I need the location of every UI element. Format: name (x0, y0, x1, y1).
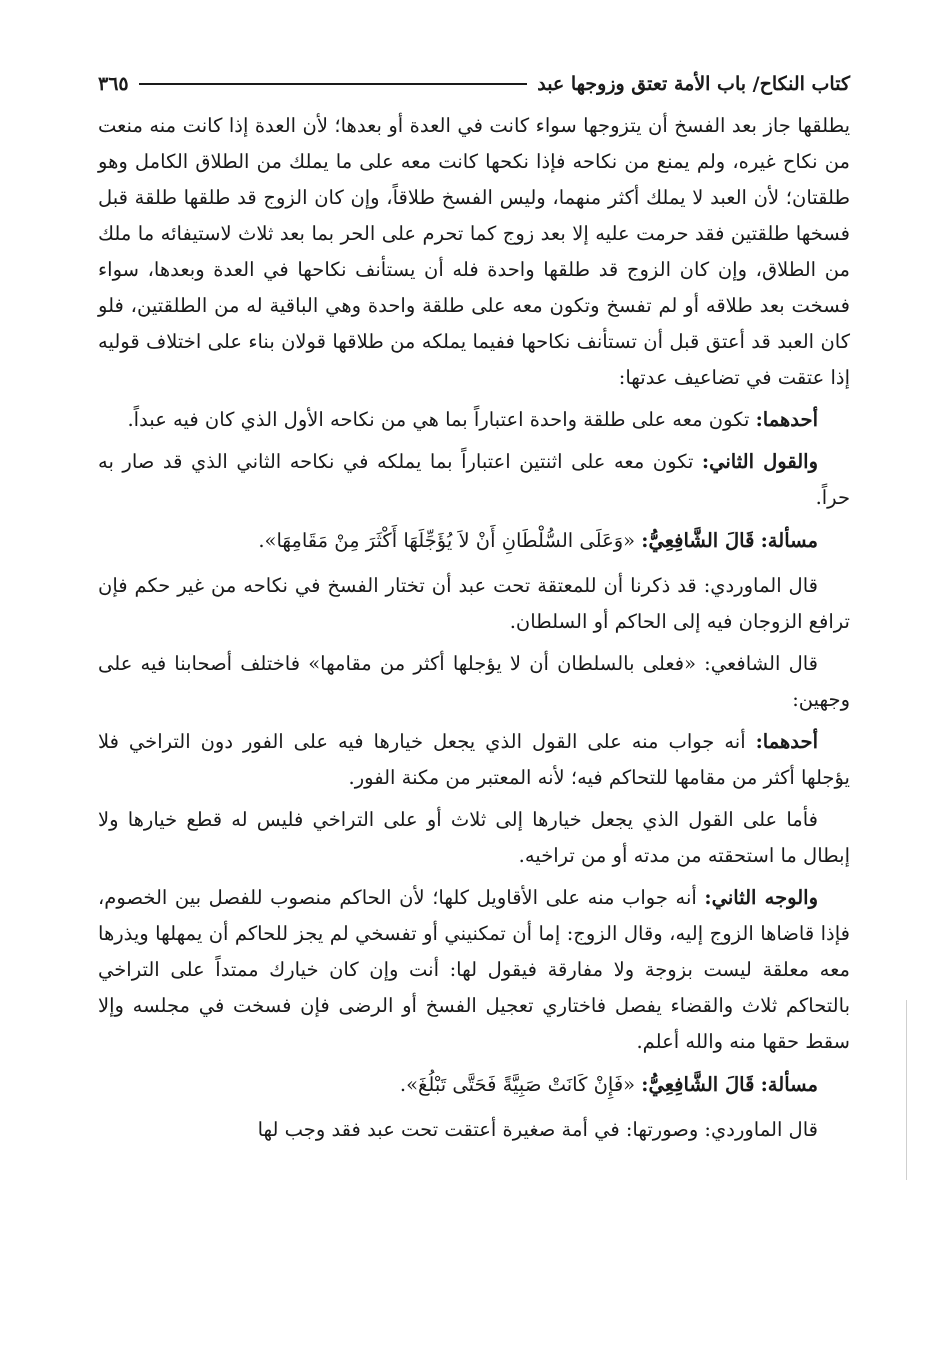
paragraph-8 (98, 880, 850, 1060)
paragraph-7 (98, 802, 850, 874)
paragraph-lead: والقول الثاني: (701, 450, 818, 473)
paragraph-9 (98, 1112, 850, 1148)
paragraph-text: تكون معه على اثنتين اعتباراً بما يملكه في نكاحه الثاني الذي قد صار به حراً. (98, 450, 850, 509)
margin-line (906, 1000, 907, 1180)
paragraph-lead: أحدهما: (755, 408, 818, 431)
paragraph-6 (98, 724, 850, 796)
paragraph-2 (98, 402, 850, 438)
paragraph-lead: أحدهما: (755, 730, 818, 753)
masala-quote: «فَإِنْ كَانَتْ صَبِيَّةً فَحَتَّى تَبْلُغَ». (399, 1073, 636, 1096)
paragraph-3 (98, 444, 850, 516)
paragraph-text: قال الماوردي: وصورتها: في أمة صغيرة أعتقت تحت عبد فقد وجب لها (257, 1118, 818, 1141)
paragraph-4 (98, 568, 850, 640)
masala-2 (98, 1066, 850, 1104)
running-header (98, 64, 850, 104)
page-body (98, 64, 850, 1154)
masala-label: مسألة: (760, 529, 818, 552)
paragraph-text: أنه جواب منه على القول الذي يجعل خيارها فيه على الفور دون التراخي فلا يؤجلها أكثر من مقامها للتحاكم فيه؛ لأنه المعتبر من مكنة الفور. (98, 730, 850, 789)
masala-speaker: قَالَ الشَّافِعِيُّ: (641, 1073, 755, 1096)
paragraph-5 (98, 646, 850, 718)
masala-1 (98, 522, 850, 560)
paragraph-text: قال الماوردي: قد ذكرنا أن للمعتقة تحت عبد أن تختار الفسخ في نكاحه من غير حكم فإن ترافع الزوجان فيه إلى الحاكم أو السلطان. (98, 574, 850, 633)
masala-quote: «وَعَلَى السُّلْطَانِ أَنْ لاَ يُؤَجِّلَهَا أَكْثَرَ مِنْ مَقَامِهَا». (258, 529, 636, 552)
page-number: ٣٦٥ (98, 73, 129, 95)
paragraph-lead: والوجه الثاني: (704, 886, 818, 909)
masala-label: مسألة: (760, 1073, 818, 1096)
paragraph-text: قال الشافعي: «فعلى بالسلطان أن لا يؤجلها أكثر من مقامها» فاختلف أصحابنا فيه على وجهين: (98, 652, 850, 711)
paragraph-text: يطلقها جاز بعد الفسخ أن يتزوجها سواء كانت في العدة أو بعدها؛ لأن العدة إذا كانت منه منعت من نكاح غيره، ولم يمنع من نكاحه فإذا نكحها كانت معه على ما يملك من الطلاق الكامل وهو طلقتان؛ لأن العبد لا يملك أكثر منهما، وليس الفسخ طلاقاً، وإن كان الزوج قد طلقها طلقة قبل فسخها طلقتين فقد حرمت عليه إلا بعد زوج كما تحرم على الحر بما بعد ثلاث لاستيفائه ما ملك من الطلاق، وإن كان الزوج قد طلقها واحدة فله أن يستأنف نكاحها في العدة وبعدها، سواء فسخت بعد طلاقه أو لم تفسخ وتكون معه على طلقة واحدة وهي الباقية له من الطلقتين، فلو كان العبد قد أعتق قبل أن تستأنف نكاحها ففيما يملكه من طلاقها قولان بناء على اختلاف قوليه إذا عتقت في تضاعيف عدتها: (98, 114, 850, 389)
header-rule (139, 83, 528, 85)
masala-speaker: قَالَ الشَّافِعِيُّ: (641, 529, 755, 552)
paragraph-1 (98, 108, 850, 396)
header-title: كتاب النكاح/ باب الأمة تعتق وزوجها عبد (537, 73, 850, 95)
paragraph-text: أنه جواب منه على الأقاويل كلها؛ لأن الحاكم منصوب للفصل بين الخصوم، فإذا قاضاها الزوج إليه، وقال الزوج: إما أن تمكنيني أو تفسخي لم يجز للحاكم أن يمهلها ويذرها معه معلقة ليست بزوجة ولا مفارقة فيقول لها: أنت وإن كان خيارك ممتداً على التراخي بالتحاكم ثلاث والقضاء يفصل فاختاري تعجيل الفسخ أو الرضى فإن فسخت في مجلسه وإلا سقط حقها منه والله أعلم. (98, 886, 850, 1053)
paragraph-text: تكون معه على طلقة واحدة اعتباراً بما هي من نكاحه الأول الذي كان فيه عبداً. (127, 408, 750, 431)
paragraph-text: فأما على القول الذي يجعل خيارها إلى ثلاث أو على التراخي فليس له قطع خيارها ولا إبطال ما استحقته من مدته أو من تراخيه. (98, 808, 850, 867)
